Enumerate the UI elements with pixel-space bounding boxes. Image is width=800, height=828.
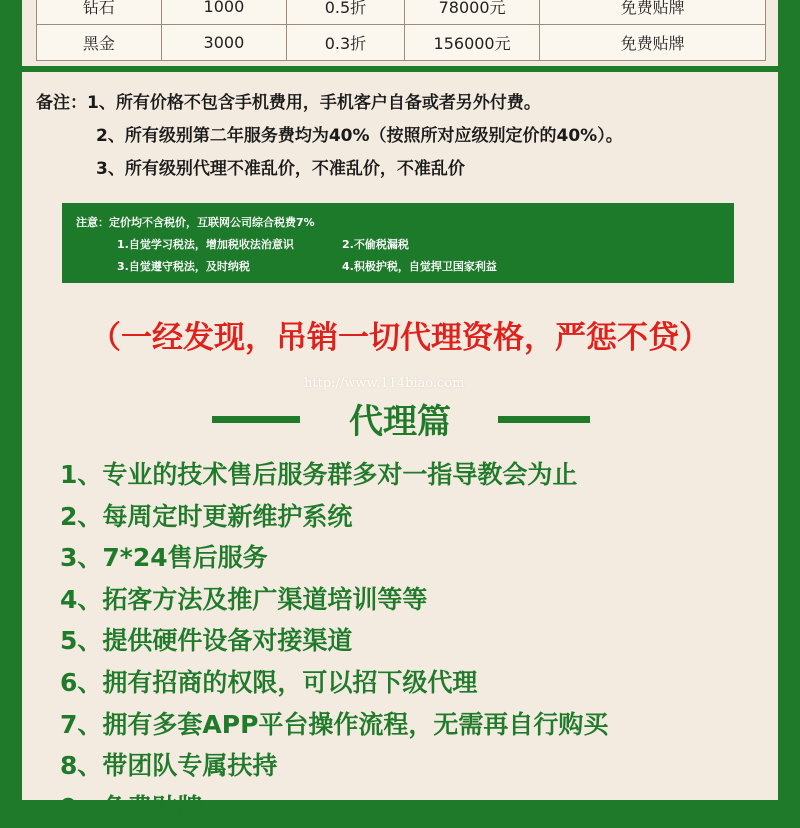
list-item: 1、专业的技术售后服务群多对一指导教会为止: [60, 460, 578, 489]
list-item: 7、拥有多套APP平台操作流程，无需再自行购买: [60, 709, 609, 739]
list-item: 4、拓客方法及推广渠道培训等等: [60, 584, 428, 614]
list-item: 3、7*24售后服务: [60, 543, 268, 573]
section-title: 代理篇: [349, 402, 451, 442]
table-row: [37, 25, 766, 61]
price-table: [36, 0, 766, 61]
warning-text: （一经发现，吊销一切代理资格，严惩不贷）: [90, 320, 710, 356]
list-item: 6、拥有招商的权限，可以招下级代理: [60, 667, 478, 697]
list-item: 9、免费贴牌: [60, 792, 203, 822]
fee-cell: 3000: [161, 25, 286, 61]
level-cell: 钻石: [37, 0, 162, 25]
branding-cell: 免费贴牌: [540, 25, 766, 61]
level-cell: 黑金: [37, 25, 162, 61]
note-line-3: 3、所有级别代理不准乱价，不准乱价，不准乱价: [96, 159, 465, 179]
list-item: 2、每周定时更新维护系统: [60, 501, 353, 531]
tax-notice-title: 注意：定价均不含税价，互联网公司综合税费7%: [76, 216, 315, 229]
section-heading: [22, 394, 778, 444]
watermark: http://www.114biao.com: [304, 376, 465, 391]
tax-item-2: 2.不偷税漏税: [342, 238, 409, 251]
note-line-2: 2、所有级别第二年服务费均为40%（按照所对应级别定价的40%）。: [96, 126, 623, 146]
agent-benefits-list: [60, 454, 608, 828]
tax-item-3: 3.自觉遵守税法，及时纳税: [117, 260, 250, 273]
tax-item-4: 4.积极护税，自觉捍卫国家利益: [342, 260, 497, 273]
notes-block: [36, 88, 623, 187]
amount-cell: 78000元: [404, 0, 539, 25]
amount-cell: 156000元: [404, 25, 539, 61]
tax-notice-box: [62, 203, 734, 283]
content-panel: [22, 0, 778, 822]
green-divider: [22, 66, 778, 72]
note-line-1: 备注：1、所有价格不包含手机费用，手机客户自备或者另外付费。: [36, 93, 541, 113]
tax-item-1: 1.自觉学习税法，增加税收法治意识: [117, 238, 294, 251]
fee-cell: 1000: [161, 0, 286, 25]
branding-cell: 免费贴牌: [540, 0, 766, 25]
list-item: 8、带团队专属扶持: [60, 751, 278, 781]
heading-bar-right: [498, 416, 590, 423]
table-row: [37, 0, 766, 25]
discount-cell: 0.3折: [286, 25, 404, 61]
discount-cell: 0.5折: [286, 0, 404, 25]
list-item: 5、提供硬件设备对接渠道: [60, 626, 353, 656]
